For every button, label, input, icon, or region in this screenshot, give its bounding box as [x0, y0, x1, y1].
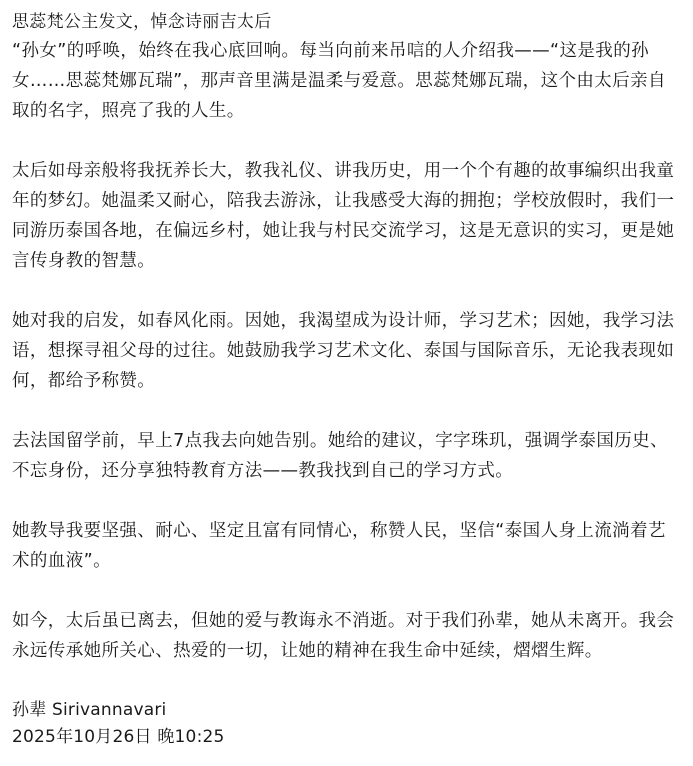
paragraph-4: 去法国留学前，早上7点我去向她告别。她给的建议，字字珠玑，强调学泰国历史、不忘身份，还分享独特教育方法——教我找到自己的学习方式。	[12, 431, 668, 481]
paragraph-6: 如今，太后虽已离去，但她的爱与教诲永不消逝。对于我们孙辈，她从未离开。我会永远传承她所关心、热爱的一切，让她的精神在我生命中延续，熠熠生辉。	[12, 611, 675, 661]
signature-line: 孙辈 Sirivannavari	[12, 700, 167, 720]
paragraph-5: 她教导我要坚强、耐心、坚定且富有同情心，称赞人民，坚信“泰国人身上流淌着艺术的血液”。	[12, 521, 666, 571]
document-title: 思蕊梵公主发文，悼念诗丽吉太后	[12, 12, 272, 32]
paragraph-2: 太后如母亲般将我抚养长大，教我礼仪、讲我历史，用一个个有趣的故事编织出我童年的梦幻。她温柔又耐心，陪我去游泳，让我感受大海的拥抱；学校放假时，我们一同游历泰国各地，在偏远乡村，她让我与村民交流学习，这是无意识的实习，更是她言传身教的智慧。	[12, 161, 675, 271]
post-date: 2025年10月26日 晚10:25	[12, 727, 225, 747]
paragraph-1: “孙女”的呼唤，始终在我心底回响。每当向前来吊唁的人介绍我——“这是我的孙女……思蕊梵娜瓦瑞”，那声音里满是温柔与爱意。思蕊梵娜瓦瑞，这个由太后亲自取的名字，照亮了我的人生。	[12, 41, 666, 121]
paragraph-3: 她对我的启发，如春风化雨。因她，我渴望成为设计师，学习艺术；因她，我学习法语，想探寻祖父母的过往。她鼓励我学习艺术文化、泰国与国际音乐，无论我表现如何，都给予称赞。	[12, 311, 675, 391]
